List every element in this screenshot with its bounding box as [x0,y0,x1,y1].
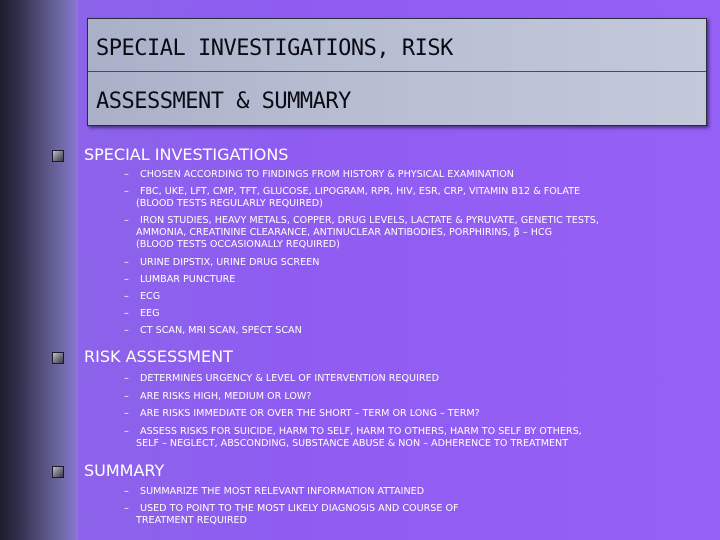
list-item-text: ARE RISKS HIGH, MEDIUM OR LOW? [140,390,312,402]
title-line-2: ASSESSMENT & SUMMARY [96,89,351,114]
list-item [124,503,704,527]
list-item-text: CHOSEN ACCORDING TO FINDINGS FROM HISTORY & PHYSICAL EXAMINATION [140,169,514,180]
list-item [124,391,704,403]
list-item-text: SUMMARIZE THE MOST RELEVANT INFORMATION ATTAINED [140,486,425,497]
section-heading: SUMMARY [84,461,165,480]
dash-bullet: – [124,256,129,268]
list-item-text: CT SCAN, MRI SCAN, SPECT SCAN [140,325,302,337]
list-item [124,169,704,181]
section-heading: RISK ASSESSMENT [84,347,233,366]
list-item [124,408,704,420]
list-item [124,291,704,303]
list-item-text: (BLOOD TESTS OCCASIONALLY REQUIRED) [136,239,340,251]
dash-bullet: – [124,503,129,514]
list-item [124,186,704,210]
list-item-text: ECG [140,290,161,302]
list-item [124,373,704,385]
list-item-text: URINE DIPSTIX, URINE DRUG SCREEN [140,256,320,268]
dash-bullet: – [124,169,129,180]
list-item-text: ARE RISKS IMMEDIATE OR OVER THE SHORT – TERM OR LONG – TERM? [140,408,480,419]
list-item-text: IRON STUDIES, HEAVY METALS, COPPER, DRUG LEVELS, LACTATE & PYRUVATE, GENETIC TESTS, [140,215,599,227]
list-item-text: AMMONIA, CREATININE CLEARANCE, ANTINUCLEAR ANTIBODIES, PORPHIRINS, β – HCG [136,227,553,239]
dash-bullet: – [124,373,129,384]
list-item [124,486,704,498]
special-investigations-list [124,169,704,343]
list-item-text: FBC, UKE, LFT, CMP, TFT, GLUCOSE, LIPOGRAM, RPR, HIV, ESR, CRP, VITAMIN B12 & FOLATE [140,186,581,198]
list-item [124,426,704,450]
list-item-text: DETERMINES URGENCY & LEVEL OF INTERVENTION REQUIRED [140,373,439,384]
section-heading: SPECIAL INVESTIGATIONS [84,145,289,164]
list-item-text: USED TO POINT TO THE MOST LIKELY DIAGNOSIS AND COURSE OF [140,503,459,514]
list-item-text: ASSESS RISKS FOR SUICIDE, HARM TO SELF, HARM TO OTHERS, HARM TO SELF BY OTHERS, [140,425,582,437]
risk-assessment-list [124,373,704,455]
title-divider [88,71,706,72]
square-bullet-icon [52,150,64,162]
list-item-text: LUMBAR PUNCTURE [140,273,236,285]
dash-bullet: – [124,215,129,227]
list-item-text: TREATMENT REQUIRED [136,515,247,526]
list-item-text: (BLOOD TESTS REGULARLY REQUIRED) [136,198,323,210]
list-item [124,325,704,337]
title-line-1: SPECIAL INVESTIGATIONS, RISK [96,36,453,61]
square-bullet-icon [52,352,64,364]
list-item [124,274,704,286]
dash-bullet: – [124,325,129,337]
list-item-text: EEG [140,308,160,320]
dash-bullet: – [124,273,129,285]
dash-bullet: – [124,186,129,198]
dash-bullet: – [124,308,129,320]
list-item-text: SELF – NEGLECT, ABSCONDING, SUBSTANCE ABUSE & NON – ADHERENCE TO TREATMENT [136,437,569,449]
list-item [124,215,704,251]
dash-bullet: – [124,390,129,402]
list-item [124,257,704,269]
dash-bullet: – [124,425,129,437]
left-decorative-band [0,0,78,540]
summary-list [124,486,704,532]
dash-bullet: – [124,486,129,497]
square-bullet-icon [52,466,64,478]
list-item [124,308,704,320]
dash-bullet: – [124,290,129,302]
dash-bullet: – [124,408,129,419]
title-box [87,18,707,126]
